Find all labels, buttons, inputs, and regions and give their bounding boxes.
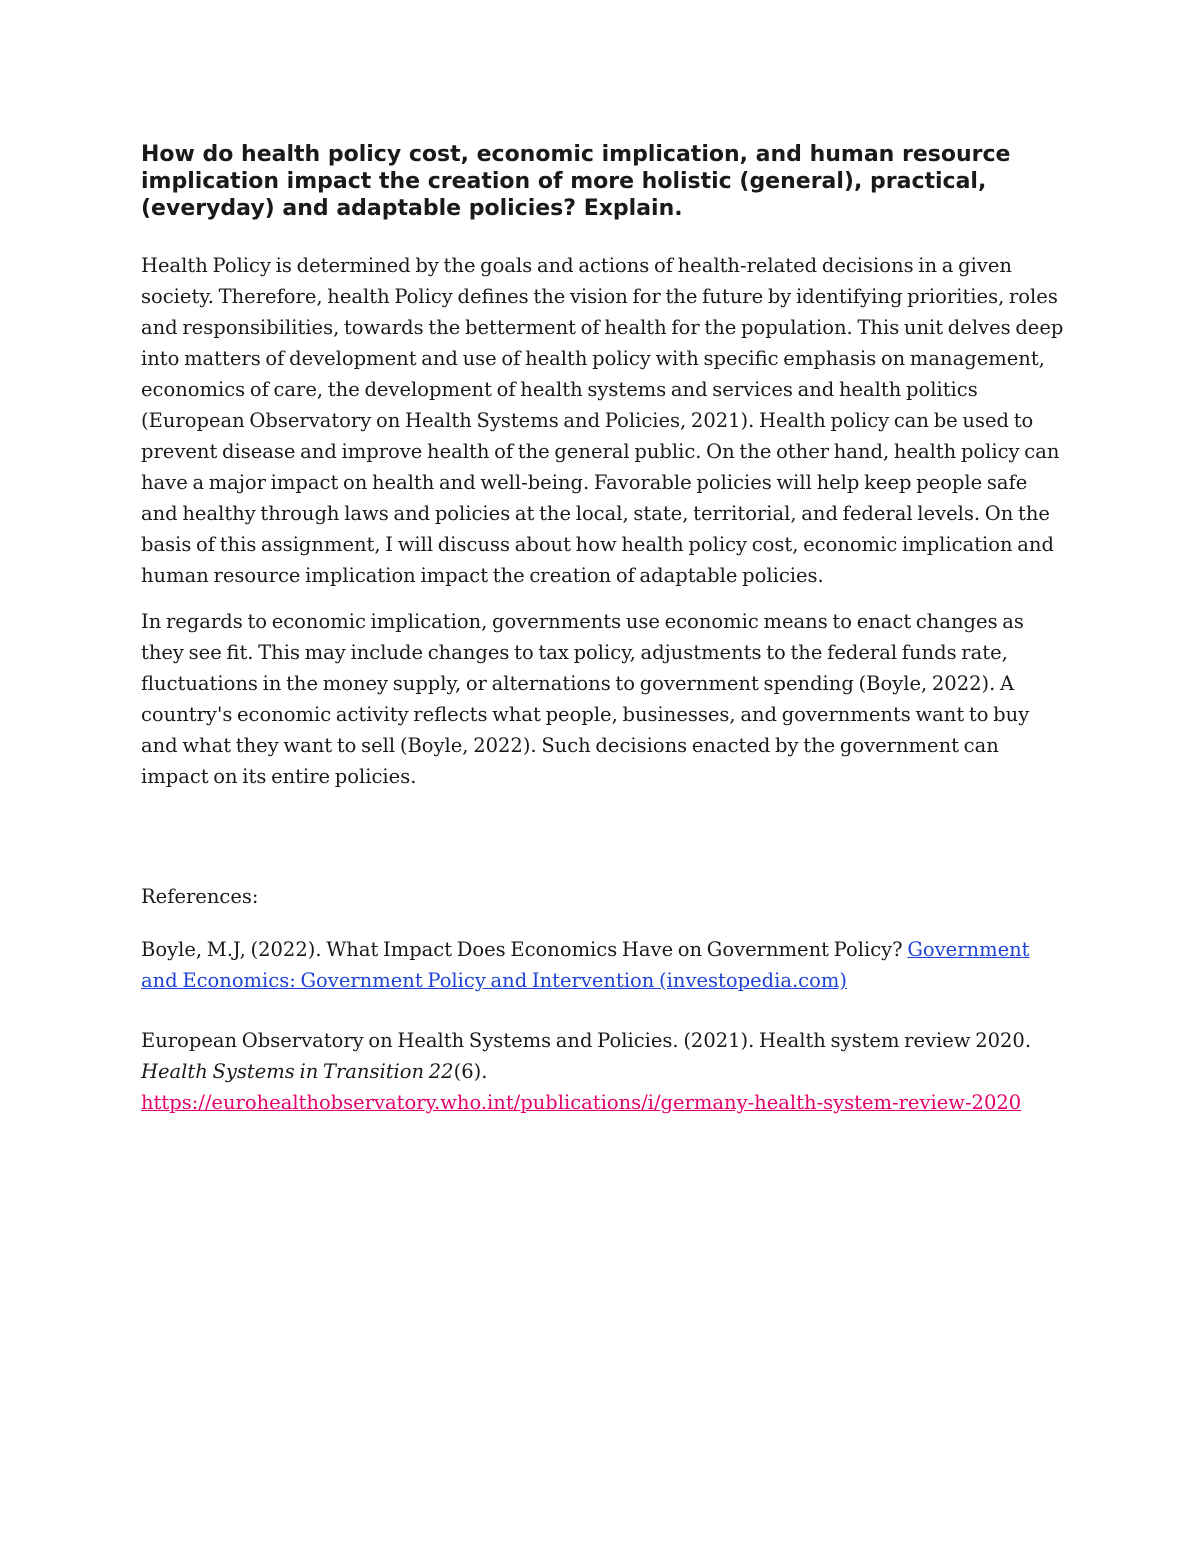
reference-text: European Observatory on Health Systems and Policies. (2021). Health system review 2020.: [141, 1029, 1032, 1052]
references-heading: References:: [141, 885, 259, 908]
reference-link-investopedia[interactable]: Government and Economics: Government Policy and Intervention (investopedia.com): [141, 938, 1030, 992]
reference-text: Boyle, M.J, (2022). What Impact Does Economics Have on Government Policy?: [141, 938, 908, 961]
reference-entry-observatory: [141, 1025, 1066, 1118]
body-paragraph-2: In regards to economic implication, governments use economic means to enact changes as they see fit. This may include changes to tax policy, adjustments to the federal funds rate, fluctuations in the money supply, or alternations to government spending (Boyle, 2022). A country's economic activity reflects what people, businesses, and governments want to buy and what they want to sell (Boyle, 2022). Such decisions enacted by the government can impact on its entire policies.: [141, 610, 1030, 788]
body-paragraph-1: Health Policy is determined by the goals and actions of health-related decisions in a given society. Therefore, health Policy defines the vision for the future by identifying priorities, roles and responsibilities, towards the betterment of health for the population. This unit delves deep into matters of development and use of health policy with specific emphasis on management, economics of care, the development of health systems and services and health politics (European Observatory on Health Systems and Policies, 2021). Health policy can be used to prevent disease and improve health of the general public. On the other hand, health policy can have a major impact on health and well-being. Favorable policies will help keep people safe and healthy through laws and policies at the local, state, territorial, and federal levels. On the basis of this assignment, I will discuss about how health policy cost, economic implication and human resource implication impact the creation of adaptable policies.: [141, 254, 1064, 587]
reference-entry-boyle: [141, 934, 1066, 996]
document-title: How do health policy cost, economic implication, and human resource implication impact the creation of more holistic (general), practical, (everyday) and adaptable policies? Explain.: [141, 142, 1011, 221]
reference-journal-title: Health Systems in Transition 22: [141, 1060, 454, 1083]
reference-issue: (6).: [453, 1060, 488, 1083]
reference-link-who[interactable]: https://eurohealthobservatory.who.int/publications/i/germany-health-system-review-2020: [141, 1091, 1022, 1114]
document-body: [141, 141, 1066, 1118]
